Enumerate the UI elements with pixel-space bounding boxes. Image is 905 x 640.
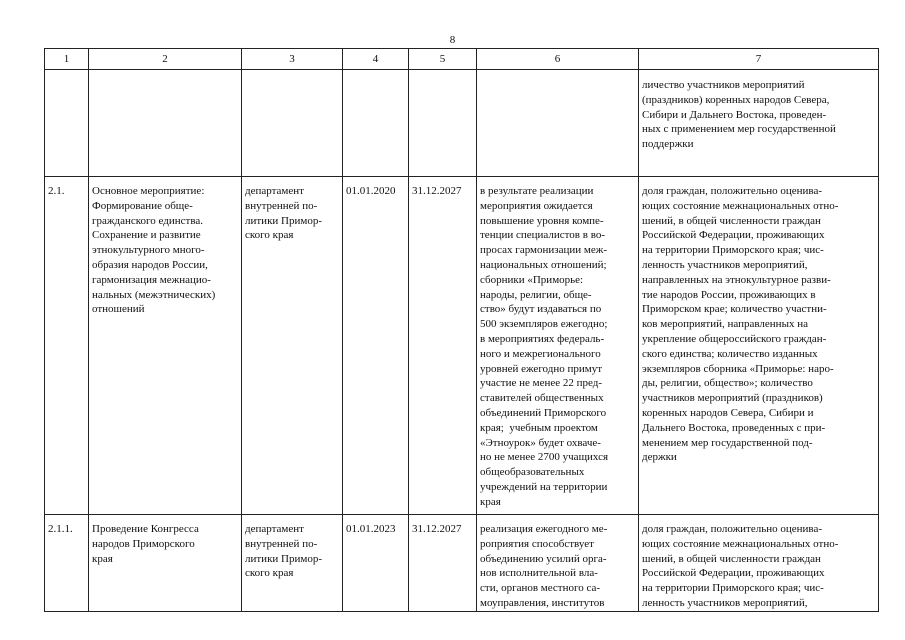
column-header: 6: [477, 49, 639, 70]
table-row: [45, 515, 879, 612]
empty-cell: [343, 70, 409, 177]
expected-result-cell: реализация ежегодного ме- роприятия способствует объединению усилий орга- нов исполнительной вла- сти, органов местного са- моуправления, институтов: [477, 515, 639, 612]
empty-cell: [242, 70, 343, 177]
column-header: 7: [639, 49, 879, 70]
continuation-row: [45, 70, 879, 177]
activity-name-cell: Проведение Конгресса народов Приморского края: [89, 515, 242, 612]
executor-cell: департамент внутренней по- литики Примор- ского края: [242, 177, 343, 515]
activity-name-cell: Основное мероприятие: Формирование обще- гражданского единства. Сохранение и развитие этнокультурного много- образия народов России, гармонизация межнацио- нальных (межэтнических) отношений: [89, 177, 242, 515]
empty-cell: [409, 70, 477, 177]
item-number-cell: 2.1.1.: [45, 515, 89, 612]
executor-cell: департамент внутренней по- литики Примор- ского края: [242, 515, 343, 612]
page-number: 8: [449, 34, 456, 46]
indicators-cell: доля граждан, положительно оценива- ющих состояние межнациональных отно- шений, в общей численности граждан Российской Федерации, проживающих на территории Приморского края; чис- ленность участников мероприятий,: [639, 515, 879, 612]
column-header: 4: [343, 49, 409, 70]
item-number-cell: 2.1.: [45, 177, 89, 515]
table-row: [45, 177, 879, 515]
column-header: 2: [89, 49, 242, 70]
column-header: 3: [242, 49, 343, 70]
end-date-cell: 31.12.2027: [409, 515, 477, 612]
start-date-cell: 01.01.2020: [343, 177, 409, 515]
empty-cell: [477, 70, 639, 177]
header-row: [45, 49, 879, 70]
column-header: 5: [409, 49, 477, 70]
indicators-cell: личество участников мероприятий (праздников) коренных народов Севера, Сибири и Дальнего Востока, проведен- ных с применением мер государственной поддержки: [639, 70, 879, 177]
empty-cell: [45, 70, 89, 177]
expected-result-cell: в результате реализации мероприятия ожидается повышение уровня компе- тенции специалистов в во- просах гармонизации меж- национальных отношений; сборники «Приморье: народы, религии, обще- ство» будут издаваться по 500 экземпляров ежегодно; в мероприятиях федераль- ного и межрегионального уровней ежегодно примут участие не менее 22 пред- ставителей общественных объединений Приморского края; учебным проектом «Этноурок» будет охваче- но не менее 2700 учащихся общеобразовательных учреждений на территории края: [477, 177, 639, 515]
end-date-cell: 31.12.2027: [409, 177, 477, 515]
indicators-cell: доля граждан, положительно оценива- ющих состояние межнациональных отно- шений, в общей численности граждан Российской Федерации, проживающих на территории Приморского края; чис- ленность участников мероприятий, направленных на этнокультурное разви- тие народов России, проживающих в Приморском крае; количество участни- ков мероприятий, направленных на укрепление общероссийского граждан- ского единства; количество изданных экземпляров сборника «Приморье: наро- ды, религии, общество»; количество участников мероприятий (праздников) коренных народов Севера, Сибири и Дальнего Востока, проведенных с при- менением мер государственной под- держки: [639, 177, 879, 515]
activities-table: [44, 48, 879, 612]
column-header: 1: [45, 49, 89, 70]
start-date-cell: 01.01.2023: [343, 515, 409, 612]
empty-cell: [89, 70, 242, 177]
